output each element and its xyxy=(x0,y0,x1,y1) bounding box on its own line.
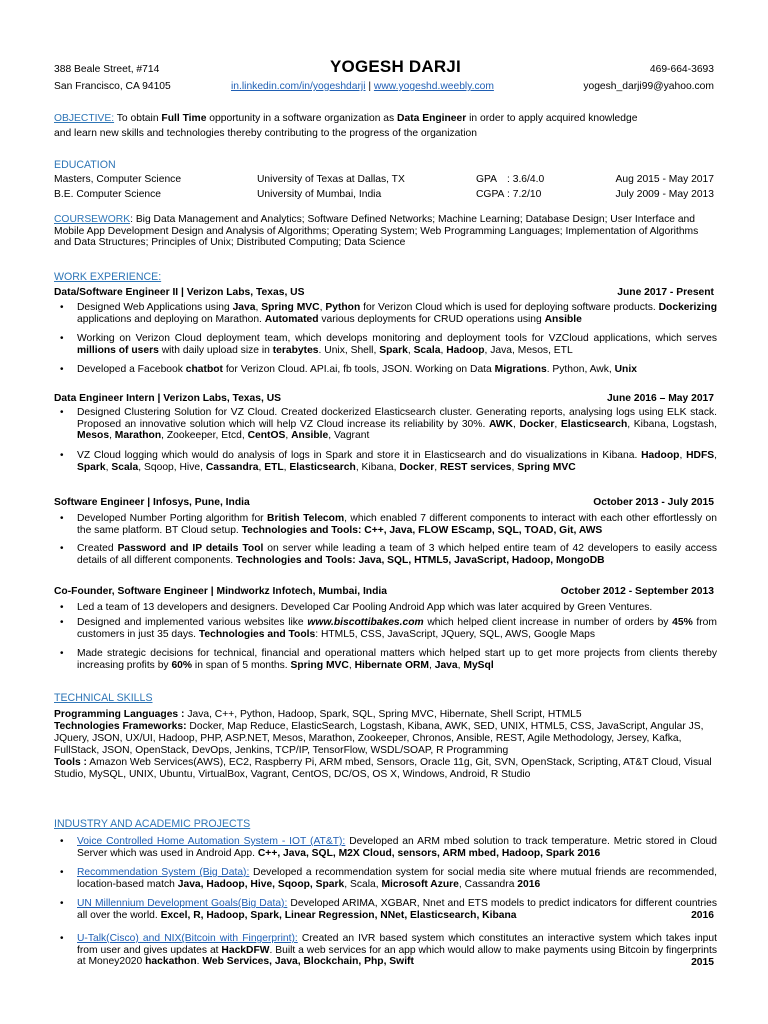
bold-text: Hadoop xyxy=(446,344,485,356)
skills-label: Programming Languages : xyxy=(54,709,185,720)
body-text: , xyxy=(434,461,440,473)
bullet-marker: • xyxy=(60,617,64,628)
education-heading: EDUCATION xyxy=(54,159,116,171)
gpa-value: : 3.6/4.0 xyxy=(507,174,545,185)
job-dates: October 2013 - July 2015 xyxy=(593,497,714,508)
body-text: with daily upload size in xyxy=(158,344,273,356)
bold-text: Cassandra xyxy=(205,461,259,473)
body-text: : HTML5, CSS, JavaScript, JQuery, SQL, AWS, Google Maps xyxy=(315,628,596,640)
bold-text: Spark xyxy=(77,461,106,473)
bold-text: Java xyxy=(232,302,256,313)
skills-label: Technologies Frameworks: xyxy=(54,721,187,733)
bold-text: Technologies and Tools: Java, SQL, HTML5, JavaScript, Hadoop, MongoDB xyxy=(235,554,605,566)
project-item xyxy=(77,836,717,859)
skills-block xyxy=(54,709,714,782)
job-dates: June 2017 - Present xyxy=(617,287,714,298)
job-bullet xyxy=(77,407,717,442)
objective-line-2: and learn new skills and technologies thereby contributing to the progress of the organization xyxy=(54,128,478,139)
website-reference: www.biscottibakes.com xyxy=(307,617,424,628)
job-bullet xyxy=(77,648,717,671)
skills-text: Docker, Map Reduce, ElasticSearch, Logstash, Kibana, AWK, SED, UNIX, HTML5, CSS, JavaScript, Angular JS, JQuery, JSON, UX/UI, Hadoop, PHP, ASP.NET, Mesos, Marathon, Zookeeper, Chronos, Ansible, REST, Agile Methodology, Jersey, Kafka, FullStack, JSON, OpenStack, DevOps, Jenkins, TCP/IP, TensorFlow, WSDL/SOAP, R Programming xyxy=(54,721,704,757)
body-text: , xyxy=(679,450,687,461)
bold-text: Excel, R, Hadoop, Spark, Linear Regression, NNet, Elasticsearch, Kibana xyxy=(160,909,517,921)
job-bullet xyxy=(77,364,717,376)
bold-text: Docker xyxy=(399,461,435,473)
bullet-marker: • xyxy=(60,933,64,944)
gpa-label: CGPA xyxy=(476,189,505,200)
objective-text: in order to apply acquired knowledge xyxy=(466,113,638,124)
bold-text: Scala xyxy=(111,461,139,473)
project-link[interactable]: UN Millennium Development Goals(Big Data): xyxy=(77,898,288,909)
coursework-paragraph xyxy=(54,214,714,249)
body-text: Designed and implemented various websites like xyxy=(77,617,308,628)
bold-text: hackathon xyxy=(145,956,197,968)
address-line-2: San Francisco, CA 94105 xyxy=(54,81,171,92)
bold-text: Spring MVC xyxy=(290,659,349,671)
body-text: from customers in just 35 days. xyxy=(77,617,717,640)
body-text: . Built a web services for an app which would allow to make payments using Bitcoin by fingerprints at Money2020 xyxy=(77,944,717,968)
body-text: , xyxy=(554,418,561,430)
bold-text: Docker xyxy=(519,418,555,430)
bullet-marker: • xyxy=(60,450,64,461)
project-link[interactable]: Voice Controlled Home Automation System - IOT (AT&T): xyxy=(77,836,346,847)
bold-text: Spring MVC xyxy=(517,461,576,473)
body-text: , xyxy=(285,430,292,442)
body-text: , Vagrant xyxy=(328,430,370,442)
skills-line xyxy=(54,721,714,757)
education-dates: July 2009 - May 2013 xyxy=(615,189,714,200)
bold-text: Migrations xyxy=(494,364,547,375)
bold-text: millions of users xyxy=(77,344,159,356)
body-text: , xyxy=(109,430,115,442)
project-item xyxy=(77,933,717,968)
linkedin-link[interactable]: in.linkedin.com/in/yogeshdarji xyxy=(231,81,366,92)
bold-text: Elasticsearch xyxy=(289,461,356,473)
body-text: VZ Cloud logging which would do analysis of logs in Spark and store it in Elasticsearch and do visualizations in Kibana. xyxy=(77,450,642,461)
links-line xyxy=(231,81,494,93)
project-item xyxy=(77,898,717,921)
job-dates: June 2016 – May 2017 xyxy=(606,393,714,404)
body-text: , xyxy=(512,418,520,430)
bold-text: ETL xyxy=(264,461,284,473)
objective-line-1 xyxy=(54,113,637,125)
bold-text: AWK xyxy=(488,418,513,430)
bold-text: Technologies and Tools: C++, Java, FLOW EScamp, SQL, TOAD, Git, AWS xyxy=(241,524,603,536)
candidate-name: YOGESH DARJI xyxy=(330,57,461,76)
bullet-marker: • xyxy=(60,867,64,878)
body-text: , Kibana, xyxy=(355,461,400,473)
project-year: 2015 xyxy=(691,957,714,968)
bullet-marker: • xyxy=(60,333,64,344)
address-line-1: 388 Beale Street, #714 xyxy=(54,64,160,75)
phone-number: 469-664-3693 xyxy=(649,64,714,75)
project-item xyxy=(77,867,717,890)
body-text: , which enabled 7 different components to interact with each other effortlessly on the same platform. BT Cloud setup. xyxy=(77,513,717,536)
body-text: Designed Clustering Solution for VZ Cloud. Created dockerized Elasticsearch cluster. Generating reports, analysing logs using ELK stack. Proposed an innovative solution which will help VZ Cloud increase its reliability by 30%. xyxy=(77,407,717,430)
job-bullet xyxy=(77,543,717,566)
bold-text: Ansible xyxy=(544,313,582,325)
body-text: Made strategic decisions for technical, financial and operational matters which helped start up to get more projects from clients thereby increasing profits by xyxy=(77,648,717,671)
bold-text: CentOS xyxy=(247,430,286,442)
bold-text: Mesos xyxy=(77,430,110,442)
degree: B.E. Computer Science xyxy=(54,189,162,200)
job-bullet xyxy=(77,513,717,536)
body-text: Created an IVR based system which constitutes an interactive system which takes input from user and gives updates at xyxy=(77,933,717,956)
body-text: , Kibana, Logstash, xyxy=(627,418,717,430)
bullet-marker: • xyxy=(60,513,64,524)
body-text: , xyxy=(428,659,435,671)
gpa-label: GPA xyxy=(476,174,497,185)
bold-text: Microsoft Azure xyxy=(381,878,459,890)
skills-text: Java, C++, Python, Hadoop, Spark, SQL, Spring MVC, Hibernate, Shell Script, HTML5 xyxy=(184,709,582,720)
bullet-marker: • xyxy=(60,543,64,554)
body-text: , Cassandra xyxy=(458,878,518,890)
bullet-marker: • xyxy=(60,364,64,375)
skills-line xyxy=(54,709,714,721)
gpa-value: : 7.2/10 xyxy=(507,189,542,200)
bold-text: Password and IP details Tool xyxy=(117,543,264,554)
objective-bold: Data Engineer xyxy=(397,113,467,124)
bold-text: Ansible xyxy=(291,430,329,442)
project-link[interactable]: U-Talk(Cisco) and NIX(Bitcoin with Fingerprint): xyxy=(77,933,298,944)
body-text: on server while leading a team of 3 which helped entire team of 42 developers to easily access details of all different components. xyxy=(77,543,717,566)
body-text: , Java, Mesos, ETL xyxy=(484,344,573,356)
body-text: , xyxy=(255,302,262,313)
objective-bold: Full Time xyxy=(161,113,207,124)
body-text: . Python, Awk, xyxy=(546,364,615,375)
body-text: , xyxy=(407,344,414,356)
body-text: Designed Web Applications using xyxy=(77,302,233,313)
job-title: Co-Founder, Software Engineer | Mindworkz Infotech, Mumbai, India xyxy=(54,586,387,597)
body-text: , xyxy=(457,659,464,671)
link-separator: | xyxy=(365,81,374,92)
job-title: Data Engineer Intern | Verizon Labs, Texas, US xyxy=(54,393,281,404)
bullet-marker: • xyxy=(60,836,64,847)
bold-text: Technologies and Tools xyxy=(198,628,316,640)
body-text: Developed ARIMA, XGBAR, Nnet and ETS models to predict indicators for different countries all over the world. xyxy=(77,898,717,921)
bold-text: terabytes xyxy=(272,344,319,356)
body-text: applications and deploying on Marathon. xyxy=(77,313,265,325)
technical-skills-heading: TECHNICAL SKILLS xyxy=(54,692,153,704)
job-bullet xyxy=(77,450,717,473)
email-address: yogesh_darji99@yahoo.com xyxy=(583,81,714,92)
body-text: . Unix, Shell, xyxy=(318,344,380,356)
body-text: various deployments for CRUD operations using xyxy=(318,313,545,325)
bullet-marker: • xyxy=(60,302,64,313)
bold-text: Scala xyxy=(413,344,441,356)
objective-label: OBJECTIVE: xyxy=(54,113,115,124)
body-text: , xyxy=(105,461,112,473)
body-text: Developed a Facebook xyxy=(77,364,186,375)
bold-text: 45% xyxy=(672,617,693,628)
education-dates: Aug 2015 - May 2017 xyxy=(615,174,714,185)
job-bullet xyxy=(77,333,717,356)
body-text: Led a team of 13 developers and designers. Developed Car Pooling Android App which was later acquired by Green Ventures. xyxy=(77,602,653,613)
coursework-label: COURSEWORK xyxy=(54,214,131,225)
bold-text: Java xyxy=(434,659,458,671)
job-bullet xyxy=(77,602,717,614)
body-text: , xyxy=(714,450,717,461)
bold-text: REST services xyxy=(439,461,512,473)
skills-text: Amazon Web Services(AWS), EC2, Raspberry Pi, ARM mbed, Sensors, Oracle 11g, Git, SVN, OpenStack, Scripting, AT&T Cloud, Visual Studio, MySQL, UNIX, Ubuntu, VirtualBox, Vagrant, CentOS, DC/OS, OS X, Windows, Android, R Studio xyxy=(54,757,712,781)
body-text: , xyxy=(348,659,355,671)
body-text: which helped client increase in number of orders by xyxy=(423,617,673,628)
body-text: , xyxy=(440,344,447,356)
body-text: , xyxy=(283,461,290,473)
job-title: Data/Software Engineer II | Verizon Labs, Texas, US xyxy=(54,287,305,298)
bold-text: chatbot xyxy=(185,364,223,375)
body-text: , xyxy=(258,461,265,473)
body-text: Created xyxy=(77,543,118,554)
bold-text: Spark xyxy=(379,344,408,356)
bold-text: Marathon xyxy=(114,430,162,442)
bold-text: MySql xyxy=(463,659,494,671)
bold-text: Web Services, Java, Blockchain, Php, Swift xyxy=(202,956,414,968)
body-text: Developed Number Porting algorithm for xyxy=(77,513,268,524)
bold-text: Elasticsearch xyxy=(560,418,628,430)
website-link[interactable]: www.yogeshd.weebly.com xyxy=(373,81,494,92)
school: University of Mumbai, India xyxy=(257,189,382,200)
work-experience-heading: WORK EXPERIENCE: xyxy=(54,271,162,283)
body-text: , Scala, xyxy=(344,878,382,890)
bullet-marker: • xyxy=(60,602,64,613)
bold-text: Java, Hadoop, Hive, Sqoop, Spark xyxy=(177,878,345,890)
skills-label: Tools : xyxy=(54,757,87,769)
job-dates: October 2012 - September 2013 xyxy=(560,586,714,597)
body-text: , xyxy=(319,302,326,313)
body-text: in span of 5 months. xyxy=(192,659,291,671)
bold-text: Unix xyxy=(614,364,637,375)
bullet-marker: • xyxy=(60,648,64,659)
bold-text: British Telecom xyxy=(267,513,345,524)
bold-text: 60% xyxy=(171,659,193,671)
bold-text: Python xyxy=(325,302,361,313)
job-bullet xyxy=(77,617,717,640)
bold-text: Dockerizing xyxy=(658,302,717,313)
body-text: Developed an ARM mbed solution to track temperature. Metric stored in Cloud Server which was used in Android App. xyxy=(77,836,718,859)
degree: Masters, Computer Science xyxy=(54,174,182,185)
bold-text: HackDFW xyxy=(221,944,270,956)
body-text: for Verizon Cloud which is used for deploying software products. xyxy=(360,302,659,313)
body-text: , xyxy=(511,461,518,473)
bold-text: Spring MVC xyxy=(261,302,320,313)
skills-line xyxy=(54,757,714,781)
school: University of Texas at Dallas, TX xyxy=(257,174,405,185)
project-link[interactable]: Recommendation System (Big Data): xyxy=(77,867,250,878)
objective-text: opportunity in a software organization as xyxy=(206,113,398,124)
bold-text: Hibernate ORM xyxy=(354,659,429,671)
body-text: for Verizon Cloud. API.ai, fb tools, JSON. Working on Data xyxy=(222,364,495,375)
projects-heading: INDUSTRY AND ACADEMIC PROJECTS xyxy=(54,818,251,830)
coursework-text: : Big Data Management and Analytics; Software Defined Networks; Machine Learning; Database Design; User Interface and Mobile App Development Design and Analysis of Algorithms; Operating System; Web Programming Languages; Implementation of Algorithms and Data Structures; Principles of Unix; Distributed Computing; Data Science xyxy=(54,214,699,249)
job-title: Software Engineer | Infosys, Pune, India xyxy=(54,497,250,508)
job-bullet xyxy=(77,302,717,325)
bold-text: Hadoop xyxy=(641,450,680,461)
body-text: , Sqoop, Hive, xyxy=(138,461,206,473)
bullet-marker: • xyxy=(60,407,64,418)
body-text: Working on Verizon Cloud deployment team, which develops monitoring and deployment tools for VZCloud applications, which serves xyxy=(77,333,717,344)
body-text: , Zookeeper, Etcd, xyxy=(161,430,248,442)
bold-text: C++, Java, SQL, M2X Cloud, sensors, ARM mbed, Hadoop, Spark 2016 xyxy=(257,847,601,859)
bullet-marker: • xyxy=(60,898,64,909)
bold-text: 2016 xyxy=(517,878,541,890)
objective-text: To obtain xyxy=(114,113,162,124)
project-year: 2016 xyxy=(691,910,714,921)
bold-text: HDFS xyxy=(686,450,715,461)
body-text: Developed a recommendation system for social media site where mutual friends are recommended, location-based match xyxy=(77,867,717,890)
body-text: . xyxy=(196,956,203,968)
bold-text: Automated xyxy=(264,313,319,325)
